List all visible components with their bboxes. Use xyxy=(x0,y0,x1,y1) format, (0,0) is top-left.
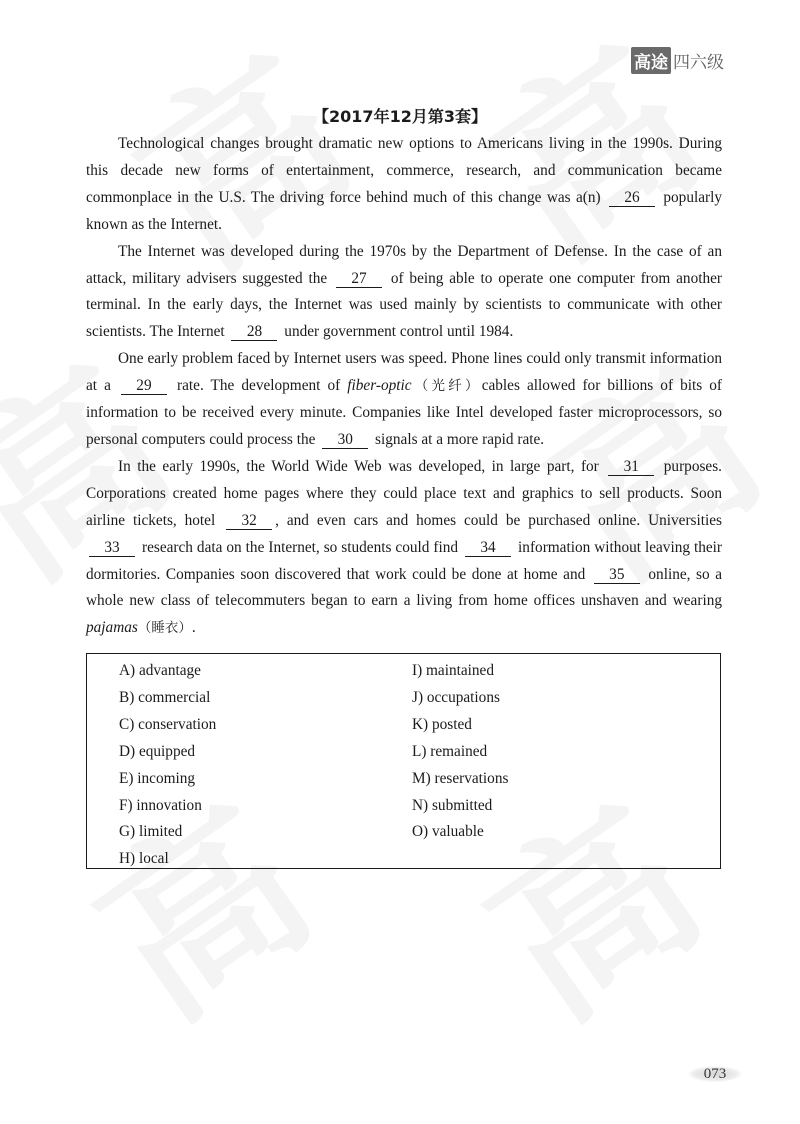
page-number-text: 073 xyxy=(703,1066,727,1082)
option-d: D) equipped xyxy=(119,742,196,760)
paragraph-text: information without leaving their dormitories. Companies soon discovered that work could be done at home and xyxy=(86,538,723,583)
brand-logo xyxy=(631,47,724,74)
paragraph-3 xyxy=(86,346,722,454)
word-bank-right-column xyxy=(412,658,508,846)
blank-33: 33 xyxy=(89,540,135,557)
option-j: J) occupations xyxy=(412,688,500,706)
paragraph-text: of being able to operate one computer from another terminal. In the early days, the Internet was used mainly by scientists to communicate with other scientists. The Internet xyxy=(86,269,722,341)
passage xyxy=(86,131,722,642)
paragraph-text: One early problem faced by Internet users was speed. Phone lines could only transmit information at a xyxy=(86,350,722,395)
brand-box: 高途 xyxy=(631,47,671,74)
option-k: K) posted xyxy=(412,715,472,733)
paragraph-4 xyxy=(86,454,722,642)
option-g: G) limited xyxy=(119,823,183,841)
blank-30: 30 xyxy=(322,432,368,449)
chinese-gloss: （睡衣） xyxy=(137,620,192,637)
option-i: I) maintained xyxy=(412,662,494,679)
paragraph-text: . xyxy=(191,619,196,637)
paragraph-text: signals at a more rapid rate. xyxy=(375,430,545,448)
option-o: O) valuable xyxy=(412,823,484,841)
page-title: 【2017年12月第3套】 xyxy=(313,107,487,126)
paragraph-2 xyxy=(86,239,722,347)
word-bank xyxy=(86,653,721,869)
option-a: A) advantage xyxy=(119,662,201,679)
option-n: N) submitted xyxy=(412,796,493,814)
option-e: E) incoming xyxy=(119,769,196,787)
paragraph-text: In the early 1990s, the World Wide Web was developed, in large part, for xyxy=(118,457,599,475)
italic-term: pajamas xyxy=(86,619,138,637)
paragraph-1 xyxy=(86,131,722,239)
paragraph-text: The Internet was developed during the 1970s by the Department of Defense. In the case of an attack, military advisers suggested the xyxy=(86,242,722,287)
brand-text: 四六级 xyxy=(673,53,724,73)
option-b: B) commercial xyxy=(119,688,211,706)
blank-31: 31 xyxy=(608,459,654,476)
blank-28: 28 xyxy=(231,324,277,341)
paragraph-text: research data on the Internet, so students could find xyxy=(142,538,459,556)
paragraph-text: Technological changes brought dramatic new options to Americans living in the 1990s. During this decade new forms of entertainment, commerce, research, and communication became commonplace in the U.S. The driving force behind much of this change was a(n) xyxy=(86,135,722,206)
option-l: L) remained xyxy=(412,742,488,760)
option-m: M) reservations xyxy=(412,769,509,787)
blank-32: 32 xyxy=(226,513,272,530)
paragraph-text: , and even cars and homes could be purchased online. Universities xyxy=(275,511,722,529)
blank-27: 27 xyxy=(336,271,382,288)
blank-35: 35 xyxy=(594,567,640,584)
paragraph-text: rate. The development of xyxy=(177,377,341,395)
italic-term: fiber-optic xyxy=(347,377,412,395)
blank-29: 29 xyxy=(121,378,167,395)
blank-34: 34 xyxy=(465,540,511,557)
page-number xyxy=(688,1063,742,1085)
option-h: H) local xyxy=(119,850,169,868)
option-c: C) conservation xyxy=(119,715,217,733)
paragraph-text: purposes. Corporations created home pages where they could place text and graphics to sell products. Soon airline tickets, hotel xyxy=(86,457,722,529)
word-bank-left-column xyxy=(119,658,216,873)
paragraph-text: popularly known as the Internet. xyxy=(86,188,723,233)
chinese-gloss: （光纤） xyxy=(411,378,482,395)
paragraph-text: cables allowed for billions of bits of information to be received every minute. Companies like Intel developed faster microprocessors, so personal computers could process the xyxy=(86,377,723,448)
paragraph-text: online, so a whole new class of telecommuters began to earn a living from home offices unshaven and wearing xyxy=(86,565,722,610)
option-f: F) innovation xyxy=(119,796,202,814)
paragraph-text: under government control until 1984. xyxy=(284,323,514,341)
blank-26: 26 xyxy=(609,190,655,207)
